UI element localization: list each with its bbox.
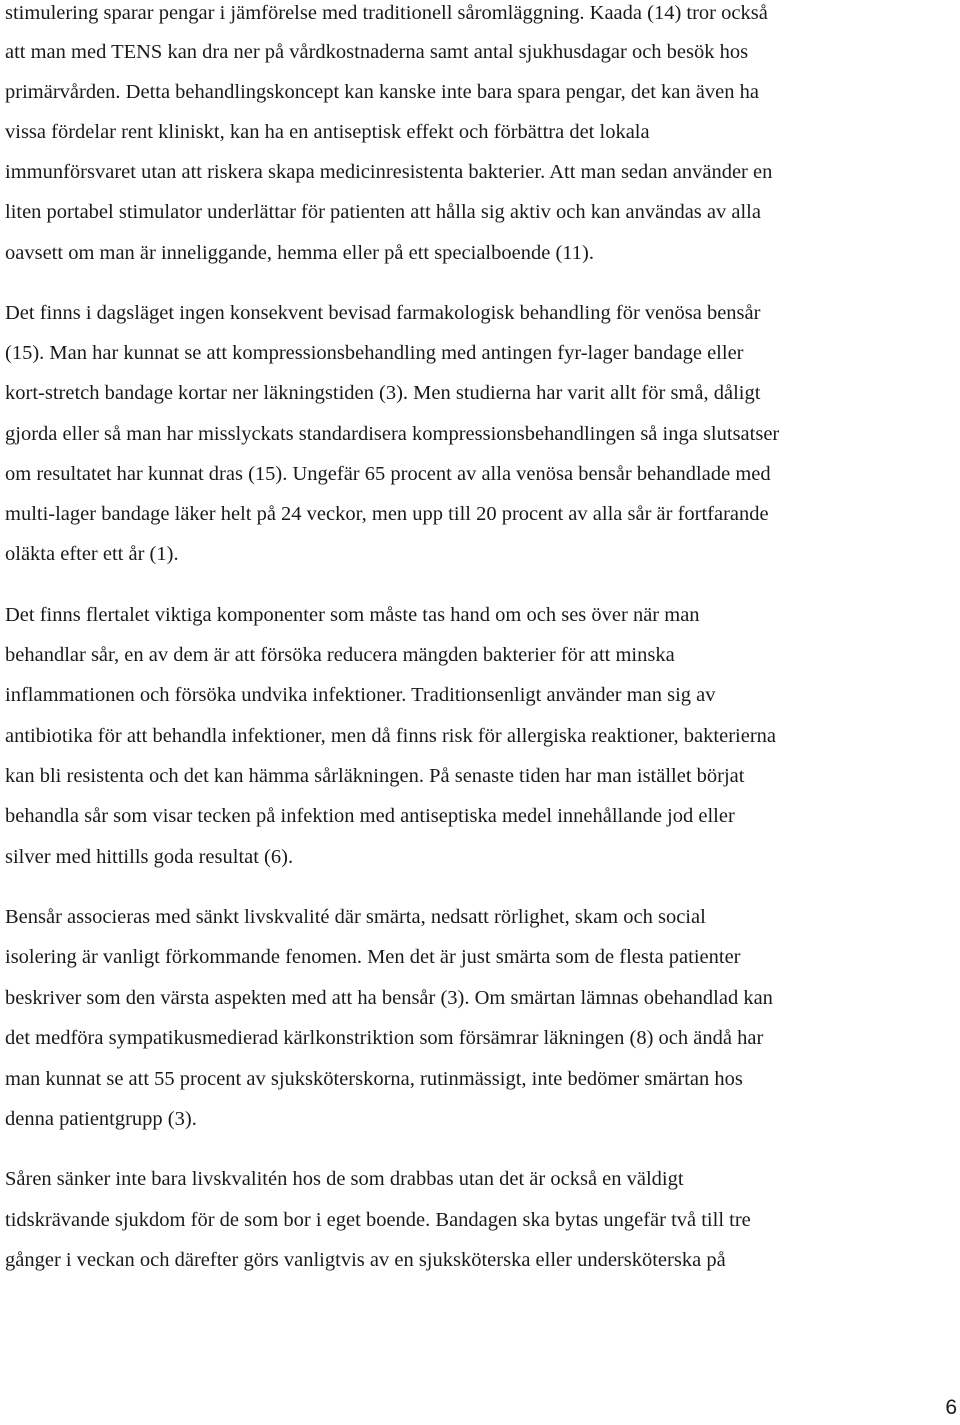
text-line: tidskrävande sjukdom för de som bor i eget boende. Bandagen ska bytas ungefär två till tre	[5, 1209, 751, 1231]
text-line: beskriver som den värsta aspekten med att ha bensår (3). Om smärtan lämnas obehandlad kan	[5, 987, 773, 1009]
text-line: gånger i veckan och därefter görs vanligtvis av en sjuksköterska eller undersköterska på	[5, 1249, 726, 1271]
text-line: denna patientgrupp (3).	[5, 1108, 197, 1130]
text-line: man kunnat se att 55 procent av sjuksköterskorna, rutinmässigt, inte bedömer smärtan hos	[5, 1068, 743, 1090]
page-number: 6	[945, 1396, 957, 1419]
text-line: att man med TENS kan dra ner på vårdkostnaderna samt antal sjukhusdagar och besök hos	[5, 41, 749, 63]
text-line: multi-lager bandage läker helt på 24 veckor, men upp till 20 procent av alla sår är fortfarande	[5, 503, 769, 525]
text-line: inflammationen och försöka undvika infektioner. Traditionsenligt använder man sig av	[5, 684, 716, 706]
text-line: Det finns flertalet viktiga komponenter som måste tas hand om och ses över när man	[5, 604, 700, 626]
text-line: isolering är vanligt förkommande fenomen. Men det är just smärta som de flesta patienter	[5, 946, 741, 968]
text-line: silver med hittills goda resultat (6).	[5, 846, 294, 868]
text-line: behandlar sår, en av dem är att försöka reducera mängden bakterier för att minska	[5, 644, 675, 666]
text-line: oavsett om man är inneliggande, hemma eller på ett specialboende (11).	[5, 242, 594, 264]
text-line: Bensår associeras med sänkt livskvalité där smärta, nedsatt rörlighet, skam och social	[5, 906, 706, 928]
text-line: oläkta efter ett år (1).	[5, 543, 179, 565]
text-line: stimulering sparar pengar i jämförelse med traditionell såromläggning. Kaada (14) tror också	[5, 2, 768, 24]
text-line: immunförsvaret utan att riskera skapa medicinresistenta bakterier. Att man sedan använder en	[5, 161, 773, 183]
text-line: primärvården. Detta behandlingskoncept kan kanske inte bara spara pengar, det kan även ha	[5, 81, 759, 103]
text-line: Det finns i dagsläget ingen konsekvent bevisad farmakologisk behandling för venösa bensår	[5, 302, 761, 324]
text-line: Såren sänker inte bara livskvalitén hos de som drabbas utan det är också en väldigt	[5, 1168, 684, 1190]
text-line: vissa fördelar rent kliniskt, kan ha en antiseptisk effekt och förbättra det lokala	[5, 121, 650, 143]
text-line: kan bli resistenta och det kan hämma sårläkningen. På senaste tiden har man istället börjat	[5, 765, 745, 787]
text-line: antibiotika för att behandla infektioner, men då finns risk för allergiska reaktioner, bakterierna	[5, 725, 777, 747]
text-line: gjorda eller så man har misslyckats standardisera kompressionsbehandlingen så inga slutsatser	[5, 423, 780, 445]
text-line: det medföra sympatikusmedierad kärlkonstriktion som försämrar läkningen (8) och ändå har	[5, 1027, 764, 1049]
text-line: liten portabel stimulator underlättar för patienten att hålla sig aktiv och kan användas av alla	[5, 201, 761, 223]
text-line: (15). Man har kunnat se att kompressionsbehandling med antingen fyr-lager bandage eller	[5, 342, 744, 364]
text-line: behandla sår som visar tecken på infektion med antiseptiska medel innehållande jod eller	[5, 805, 735, 827]
text-line: kort-stretch bandage kortar ner läkningstiden (3). Men studierna har varit allt för små, dåligt	[5, 382, 761, 404]
text-line: om resultatet har kunnat dras (15). Ungefär 65 procent av alla venösa bensår behandlade med	[5, 463, 771, 485]
